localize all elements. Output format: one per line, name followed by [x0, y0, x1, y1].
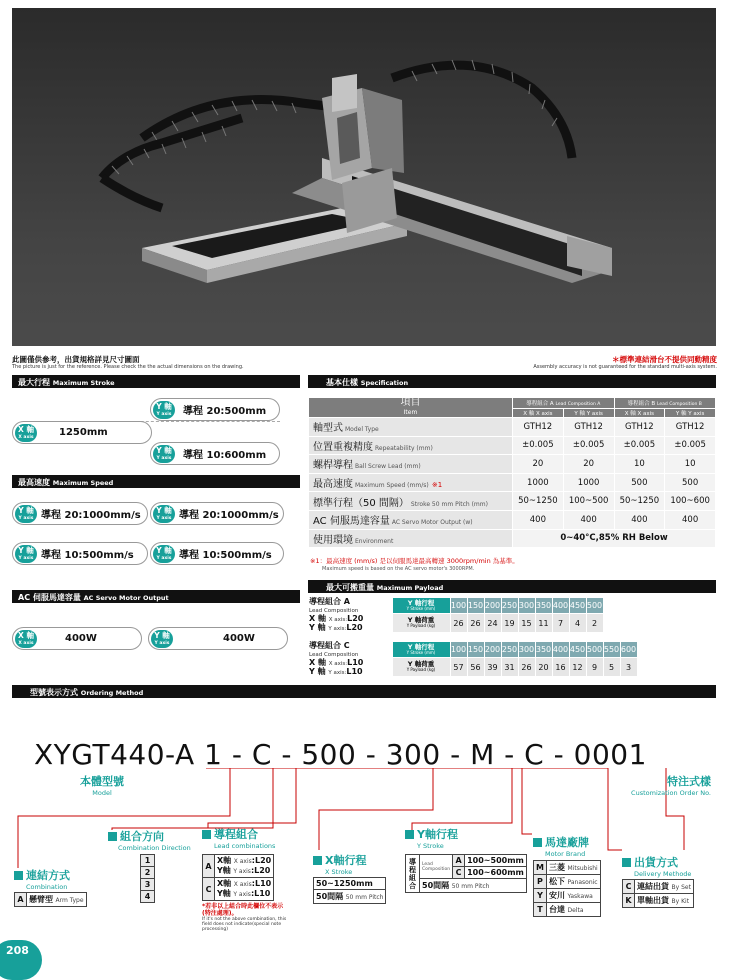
spec-col-y: Y 軸 Y axis — [665, 408, 716, 417]
motor-row: T 台達 Delta — [534, 903, 601, 917]
model-label: 本體型號 Model — [80, 775, 124, 797]
payload-table-c: 導程組合 C Lead Composition X 軸 X axis:L10 Y 軸 Y axis:L10 Y 軸行程 Y Stroke (mm) 100 150 200 250 300 350 400 450 500 550 600 Y 軸荷重 Y Payload (kg) 57 56 39 31 26 20 16 12 9 5 3 — [309, 640, 637, 676]
y-axis-badge: Y 軸 Y axis — [153, 445, 175, 463]
payload-stroke-label: Y 軸行程 Y Stroke (mm) — [392, 598, 450, 614]
x-stroke-section: X軸行程 X Stroke 50~1250mm 50間隔 50 mm Pitch — [313, 852, 386, 904]
product-photo — [12, 8, 716, 346]
direction-section: 組合方向 Combination Direction 1 2 3 4 — [108, 828, 191, 903]
spec-col-x: X 軸 X axis — [513, 408, 564, 417]
y-axis-badge: Y 軸 Y axis — [153, 505, 175, 523]
x-axis-badge: X 軸 X axis — [15, 630, 37, 648]
y-axis-badge: Y 軸 Y axis — [153, 545, 175, 563]
y-axis-badge: Y 軸 Y axis — [15, 505, 37, 523]
xy-gantry-illustration — [12, 8, 716, 346]
model-code: XYGT440-A 1 - C - 500 - 300 - M - C - 0001 — [34, 738, 647, 771]
max-stroke-header: 最大行程 Maximum Stroke — [12, 375, 300, 388]
spec-row: 最高速度 Maximum Speed (mm/s) ※1 1000 1000 500 500 — [309, 473, 716, 492]
speed-item-3: Y 軸 Y axis 導程 10:500mm/s — [12, 542, 148, 565]
speed-item-2: Y 軸 Y axis 導程 20:1000mm/s — [150, 502, 284, 525]
spec-row: 位置重複精度 Repeatability (mm) ±0.005 ±0.005 ±0.005 ±0.005 — [309, 436, 716, 455]
speed-item-4: Y 軸 Y axis 導程 10:500mm/s — [150, 542, 284, 565]
ordering-header: 型號表示方式 Ordering Method — [12, 685, 716, 698]
y-axis-badge: Y 軸 Y axis — [153, 401, 175, 419]
speed-item-1: Y 軸 Y axis 導程 20:1000mm/s — [12, 502, 148, 525]
servo-y: Y 軸 Y axis 400W — [148, 627, 288, 650]
spec-table — [308, 397, 716, 548]
payload-a-label: 導程組合 A Lead Composition X 軸 X axis:L20 Y 軸 Y axis:L20 — [308, 598, 392, 633]
y-stroke-section: Y軸行程 Y Stroke 導程組合 Lead Composition A 100~500mm C 100~600mm 50間隔 50 mm Pitch — [405, 826, 527, 893]
accuracy-note-en: Assembly accuracy is not guaranteed for the standard multi-axis system. — [533, 364, 717, 370]
stroke-y-lead20: Y 軸 Y axis 導程 20:500mm — [150, 398, 280, 421]
lead-section: 導程組合 Lead combinations A X軸 X axis:L20 Y軸 Y axis:L20 C X軸 X axis:L10 Y軸 Y axis:L10 *若非以上組合時此欄位不表示(特注處理)。 If it's not the above combination, this field does not indicate(special note processing) — [202, 828, 287, 932]
motor-row: Y 安川 Yaskawa — [534, 889, 601, 903]
payload-c-label: 導程組合 C Lead Composition X 軸 X axis:L10 Y 軸 Y axis:L10 — [308, 642, 392, 677]
spec-item-head: 項目 Item — [309, 398, 513, 418]
y-stroke-side-label: 導程組合 — [406, 855, 420, 893]
delivery-row: K 單軸出貨 By Kit — [623, 894, 694, 908]
spec-col-x: X 軸 X axis — [614, 408, 665, 417]
spec-group-b: 導程組合 B Lead Composition B — [614, 398, 716, 409]
spec-row: 使用環境 Environment 0~40°C,85% RH Below — [309, 529, 716, 548]
payload-header: 最大可搬重量 Maximum Payload — [308, 580, 716, 593]
max-speed-header: 最高速度 Maximum Speed — [12, 475, 300, 488]
motor-row: P 松下 Panasonic — [534, 875, 601, 889]
payload-load-label: Y 軸荷重 Y Payload (kg) — [392, 614, 450, 633]
spec-row: 標準行程（50 間隔） Stroke 50 mm Pitch (mm) 50~1250 100~500 50~1250 100~600 — [309, 492, 716, 511]
spec-group-a: 導程組合 A Lead Composition A — [513, 398, 615, 409]
photo-caption-zh: 此圖僅供參考，出貨規格詳見尺寸圖面 — [12, 355, 140, 364]
spec-row: 螺桿導程 Ball Screw Lead (mm) 20 20 10 10 — [309, 455, 716, 474]
photo-caption-en: The picture is just for the reference. Please check the the actual dimensions on the drawing. — [12, 364, 244, 370]
payload-table-a: 導程組合 A Lead Composition X 軸 X axis:L20 Y 軸 Y axis:L20 Y 軸行程 Y Stroke (mm) 100 150 200 250 300 350 400 450 500 Y 軸荷重 Y Payload (kg) 26 26 24 19 15 11 7 4 2 — [309, 596, 603, 632]
stroke-y-lead10: Y 軸 Y axis 導程 10:600mm — [150, 442, 280, 465]
spec-row: 軸型式 Model Type GTH12 GTH12 GTH12 GTH12 — [309, 418, 716, 437]
page-number: 208 — [0, 940, 42, 980]
combination-section: 連結方式 Combination A 懸臂型 Arm Type — [14, 867, 87, 907]
payload-load-label: Y 軸荷重 Y Payload (kg) — [392, 658, 450, 677]
spec-header: 基本仕樣 Specification — [308, 375, 716, 388]
x-axis-badge: X 軸 X axis — [15, 424, 37, 442]
servo-header: AC 伺服馬達容量 AC Servo Motor Output — [12, 590, 300, 603]
custom-label: 特注式樣 Customization Order No. — [631, 775, 711, 797]
servo-x: X 軸 X axis 400W — [12, 627, 142, 650]
delivery-section: 出貨方式 Delivery Methode C 連結出貨 By Set K 單軸出貨 By Kit — [622, 854, 694, 908]
motor-row: M 三菱 Mitsubishi — [534, 861, 601, 875]
payload-stroke-label: Y 軸行程 Y Stroke (mm) — [392, 642, 450, 658]
motor-section: 馬達廠牌 Motor Brand M 三菱 Mitsubishi P 松下 Panasonic Y 安川 Yaskawa T 台達 Delta — [533, 834, 601, 917]
y-axis-badge: Y 軸 Y axis — [15, 545, 37, 563]
stroke-x: X 軸 X axis 1250mm — [12, 421, 152, 444]
spec-col-y: Y 軸 Y axis — [563, 408, 614, 417]
y-axis-badge: Y 軸 Y axis — [151, 630, 173, 648]
spec-row: AC 伺服馬達容量 AC Servo Motor Output (w) 400 400 400 400 — [309, 510, 716, 529]
delivery-row: C 連結出貨 By Set — [623, 880, 694, 894]
accuracy-note-zh: ＊標準連結滑台不提供同動精度 — [612, 355, 717, 364]
spec-footnote: ※1：最高速度 (mm/s) 是以伺服馬達最高轉速 3000rpm/min 為基準。 Maximum speed is based on the AC servo motor's 3000RPM. — [310, 557, 519, 572]
